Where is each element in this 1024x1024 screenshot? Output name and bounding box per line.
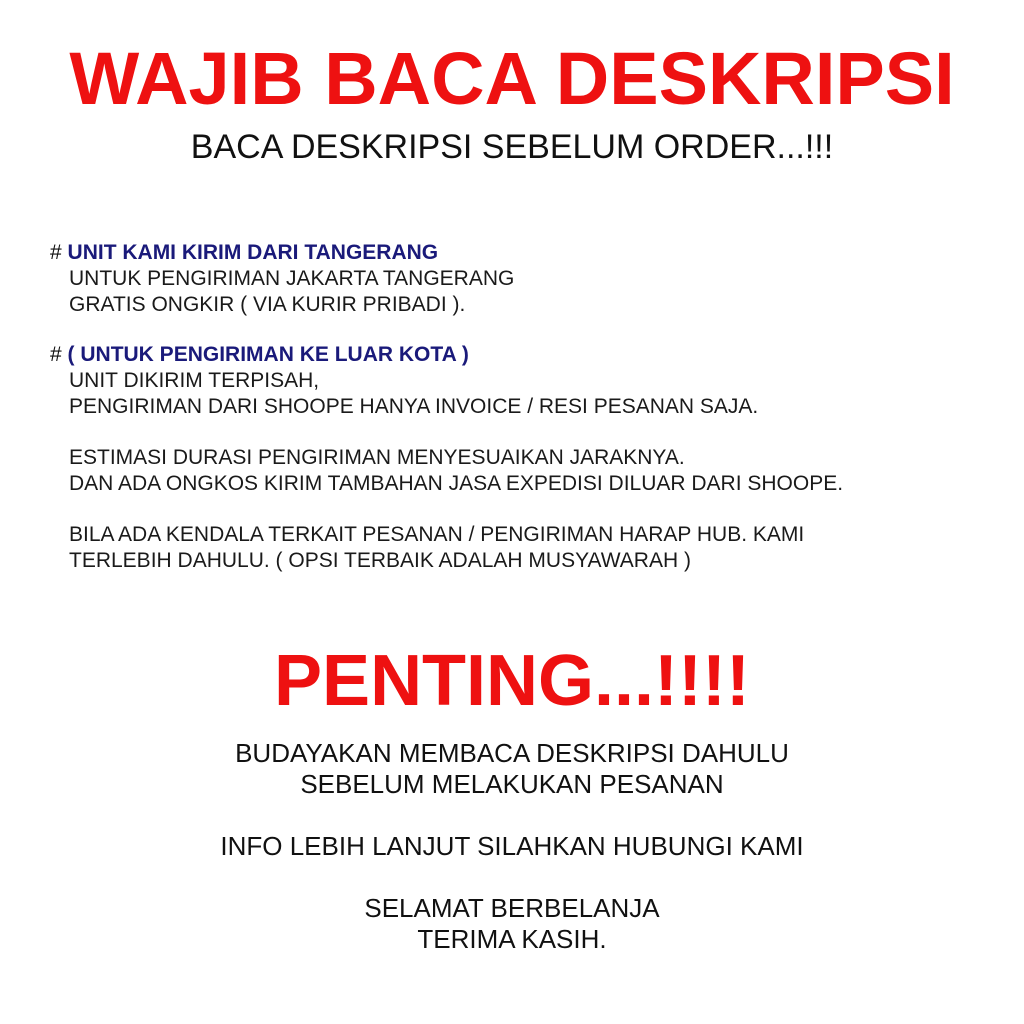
- farewell-line: TERIMA KASIH.: [417, 924, 607, 954]
- section-line: GRATIS ONGKIR ( VIA KURIR PRIBADI ).: [69, 293, 466, 316]
- reminder-text: [0, 738, 1024, 800]
- section-line: TERLEBIH DAHULU. ( OPSI TERBAIK ADALAH MUSYAWARAH ): [69, 549, 691, 572]
- reminder-line: BUDAYAKAN MEMBACA DESKRIPSI DAHULU: [235, 738, 789, 768]
- important-title: PENTING...!!!!: [274, 641, 750, 721]
- reminder-line: SEBELUM MELAKUKAN PESANAN: [300, 769, 724, 799]
- subtitle: BACA DESKRIPSI SEBELUM ORDER...!!!: [190, 128, 834, 166]
- section-heading-row: [50, 240, 950, 266]
- hash-marker: #: [50, 241, 62, 264]
- section-heading-outside: ( UNTUK PENGIRIMAN KE LUAR KOTA ): [67, 343, 469, 366]
- hash-marker: #: [50, 343, 62, 366]
- section-line: UNIT DIKIRIM TERPISAH,: [69, 369, 320, 392]
- section-line: UNTUK PENGIRIMAN JAKARTA TANGERANG: [69, 267, 515, 290]
- section-line: PENGIRIMAN DARI SHOOPE HANYA INVOICE / RESI PESANAN SAJA.: [69, 395, 759, 418]
- section-heading-row: [50, 342, 950, 368]
- section-line: ESTIMASI DURASI PENGIRIMAN MENYESUAIKAN JARAKNYA.: [69, 446, 685, 469]
- section-heading-local: UNIT KAMI KIRIM DARI TANGERANG: [67, 241, 439, 264]
- contact-text: [0, 831, 1024, 862]
- section-outside-shipping: [50, 342, 950, 574]
- contact-line: INFO LEBIH LANJUT SILAHKAN HUBUNGI KAMI: [220, 831, 804, 861]
- section-line: BILA ADA KENDALA TERKAIT PESANAN / PENGIRIMAN HARAP HUB. KAMI: [69, 523, 805, 546]
- section-local-shipping: [50, 240, 950, 318]
- farewell-text: [0, 893, 1024, 955]
- section-line: DAN ADA ONGKOS KIRIM TAMBAHAN JASA EXPEDISI DILUAR DARI SHOOPE.: [69, 472, 844, 495]
- main-title: WAJIB BACA DESKRIPSI: [69, 37, 955, 120]
- farewell-line: SELAMAT BERBELANJA: [364, 893, 660, 923]
